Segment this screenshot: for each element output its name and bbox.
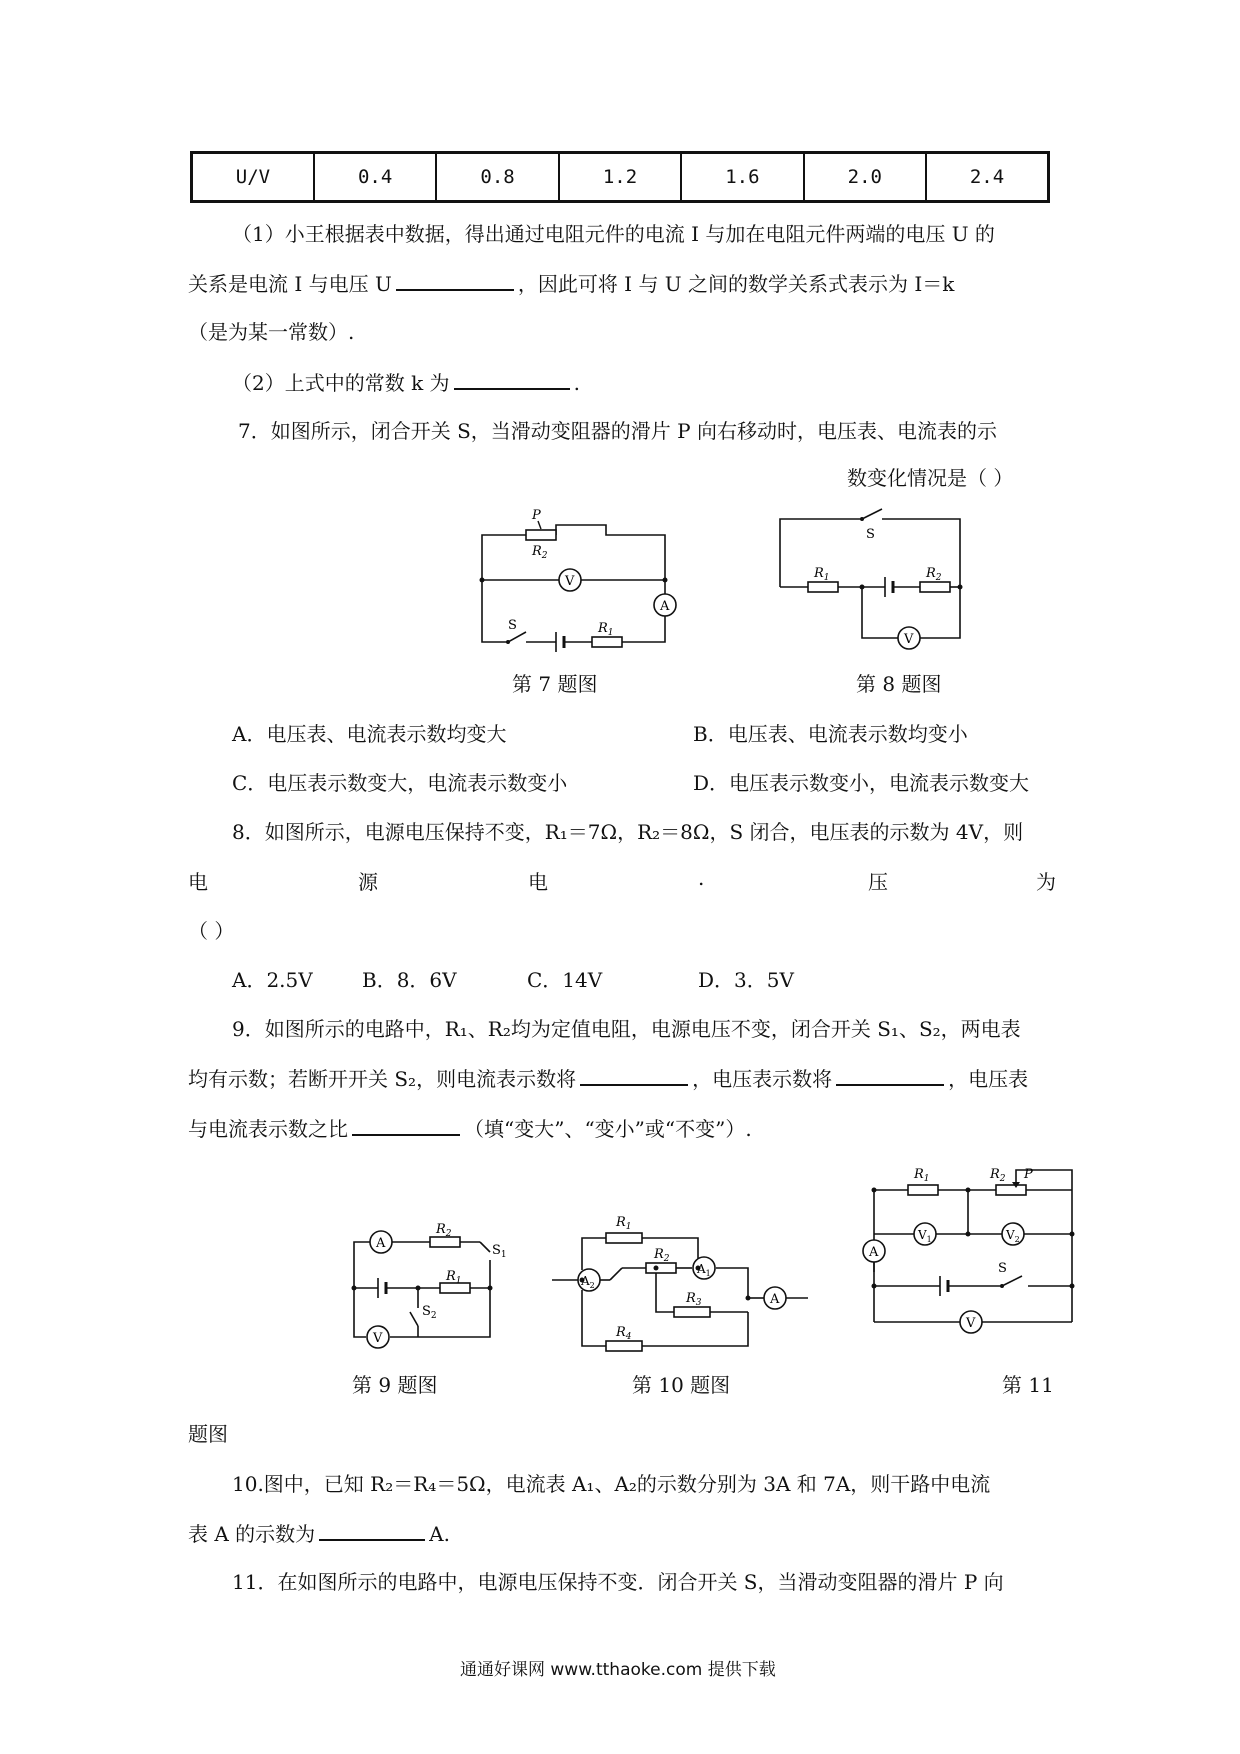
voltmeter-label: V (966, 1316, 976, 1331)
q8-line2-char: . (698, 866, 705, 890)
q6-text: 关系是电流 I 与电压 U (188, 272, 392, 296)
q8-option-d[interactable]: D．3．5V (698, 968, 794, 992)
q9-line3 (188, 1112, 752, 1142)
q8-answer-bracket: （ ） (188, 919, 235, 943)
switch-s1-label: $S_1$ (492, 1243, 507, 1260)
q9-text: （填“变大”、“变小”或“不变”）. (464, 1117, 752, 1141)
q7-line2: 数变化情况是（ ） (847, 466, 1014, 490)
figure-10-circuit (552, 1212, 812, 1357)
label-r1: $R_1$ (446, 1269, 462, 1286)
label-p: P (532, 508, 541, 523)
table-cell: 1.2 (559, 153, 681, 202)
voltmeter-label: V (373, 1331, 383, 1346)
label-r1: $R_1$ (598, 621, 614, 638)
voltmeter-label: V (904, 632, 914, 647)
figure-11-caption-cont: 题图 (188, 1422, 228, 1446)
table-cell: 0.8 (436, 153, 558, 202)
switch-label: S (508, 618, 517, 633)
label-r2: $R_2$ (990, 1167, 1006, 1184)
table-cell: 2.4 (926, 153, 1048, 202)
q9-text: ，电压表示数将 (692, 1067, 833, 1091)
circuit-diagram (352, 1222, 507, 1350)
q9-text: 与电流表示数之比 (188, 1117, 348, 1141)
label-p: P (1024, 1167, 1033, 1182)
label-r3: $R_3$ (686, 1291, 702, 1308)
label-r2: $R_2$ (654, 1247, 670, 1264)
voltmeter-v1-label: $V_1$ (918, 1228, 932, 1244)
answer-blank[interactable] (396, 267, 514, 291)
q6-text: . (573, 371, 580, 395)
q9-line2 (188, 1062, 1028, 1092)
circuit-diagram (869, 1162, 1082, 1342)
figure-10-caption: 第 10 题图 (632, 1373, 731, 1397)
switch-label: S (866, 527, 875, 542)
figure-7-caption: 第 7 题图 (512, 672, 598, 696)
table-cell: 1.6 (681, 153, 803, 202)
label-r1: $R_1$ (616, 1215, 632, 1232)
q8-line2-char: 压 (868, 870, 888, 894)
q8-line2-char: 电 (528, 870, 548, 894)
voltmeter-v2-label: $V_2$ (1006, 1228, 1020, 1244)
answer-blank[interactable] (319, 1517, 425, 1541)
ammeter-label: A (770, 1292, 780, 1307)
figure-9-circuit (352, 1222, 507, 1355)
answer-blank[interactable] (454, 366, 570, 390)
voltmeter-label: V (565, 574, 575, 589)
answer-blank[interactable] (580, 1062, 688, 1086)
circuit-diagram (770, 505, 970, 655)
q7-option-b[interactable]: B．电压表、电流表示数均变小 (693, 722, 968, 746)
q7-line1: 7．如图所示，闭合开关 S，当滑动变阻器的滑片 P 向右移动时，电压表、电流表的示 (238, 419, 997, 443)
table-row (192, 153, 1049, 202)
page-footer: 通通好课网 www.tthaoke.com 提供下载 (460, 1660, 776, 1680)
q7-option-c[interactable]: C．电压表示数变大，电流表示数变小 (232, 771, 568, 795)
q9-text: ，电压表 (948, 1067, 1029, 1091)
figure-8-caption: 第 8 题图 (856, 672, 942, 696)
table-header-cell: U/V (192, 153, 314, 202)
switch-s2-label: $S_2$ (422, 1304, 437, 1321)
q6-text: ，因此可将 I 与 U 之间的数学关系式表示为 I＝k (517, 272, 955, 296)
q9-line1: 9．如图所示的电路中，R₁、R₂均为定值电阻，电源电压不变，闭合开关 S₁、S₂，两电表 (232, 1017, 1021, 1041)
q8-option-c[interactable]: C．14V (527, 968, 603, 992)
q6-text: （2）上式中的常数 k 为 (232, 371, 450, 395)
answer-blank[interactable] (836, 1062, 944, 1086)
q10-line2 (188, 1517, 450, 1547)
q10-text: A. (429, 1522, 450, 1546)
q8-option-a[interactable]: A．2.5V (232, 968, 313, 992)
switch-label: S (998, 1261, 1007, 1276)
ammeter-label: A (660, 599, 670, 614)
q8-line2-char: 电 (188, 870, 208, 894)
ammeter-a1-label: $A_1$ (697, 1262, 711, 1278)
q8-line2-char: 源 (358, 870, 378, 894)
voltage-table (190, 151, 1050, 203)
ammeter-label: A (869, 1245, 879, 1260)
q6-part1-line3: （是为某一常数）. (188, 320, 355, 344)
q11-line1: 11．在如图所示的电路中，电源电压保持不变．闭合开关 S，当滑动变阻器的滑片 P 向 (232, 1570, 1004, 1594)
q8-line2-char: 为 (1036, 870, 1056, 894)
figure-8-circuit (770, 505, 970, 660)
label-r4: $R_4$ (616, 1325, 632, 1342)
q7-option-d[interactable]: D．电压表示数变小，电流表示数变大 (693, 771, 1030, 795)
q8-option-b[interactable]: B．8．6V (362, 968, 457, 992)
figure-9-caption: 第 9 题图 (352, 1373, 438, 1397)
q7-option-a[interactable]: A．电压表、电流表示数均变大 (232, 722, 507, 746)
label-r2: $R_2$ (926, 566, 942, 583)
label-r2: $R_2$ (436, 1222, 452, 1239)
label-r2: $R_2$ (532, 544, 548, 561)
label-r1: $R_1$ (914, 1167, 930, 1184)
figure-7-circuit (470, 505, 680, 660)
q9-text: 均有示数；若断开开关 S₂，则电流表示数将 (188, 1067, 577, 1091)
q6-part1-line1: （1）小王根据表中数据，得出通过电阻元件的电流 I 与加在电阻元件两端的电压 U 的 (232, 222, 995, 246)
circuit-diagram (470, 505, 680, 655)
q10-line1: 10.图中，已知 R₂＝R₄＝5Ω，电流表 A₁、A₂的示数分别为 3A 和 7A，则干路中电流 (232, 1472, 991, 1496)
figure-11-circuit (869, 1162, 1082, 1347)
label-r1: $R_1$ (814, 566, 830, 583)
ammeter-a2-label: $A_2$ (581, 1274, 595, 1290)
q6-part2 (232, 366, 580, 396)
q10-text: 表 A 的示数为 (188, 1522, 316, 1546)
answer-blank[interactable] (352, 1112, 460, 1136)
q6-part1-line2 (188, 267, 954, 297)
circuit-diagram (552, 1212, 812, 1352)
q8-line1: 8．如图所示，电源电压保持不变，R₁＝7Ω，R₂＝8Ω，S 闭合，电压表的示数为 4V，则 (232, 820, 1024, 844)
ammeter-label: A (376, 1236, 386, 1251)
table-cell: 2.0 (804, 153, 926, 202)
table-cell: 0.4 (314, 153, 436, 202)
figure-11-caption: 第 11 (1002, 1373, 1054, 1397)
